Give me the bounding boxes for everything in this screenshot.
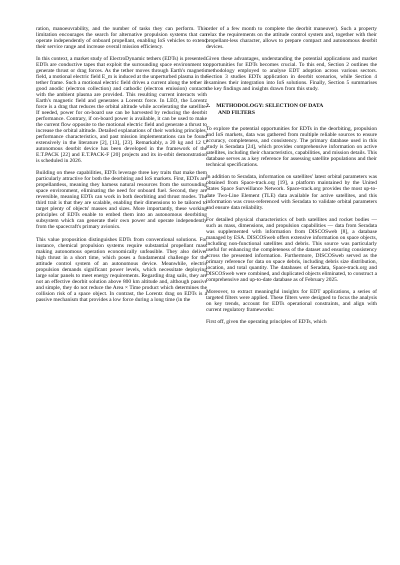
paragraph-edt-context: In this context, a market study of ElectroDynamic tethers (EDTs) is presented. EDTs are conductive tapes that exploit the surrounding space environment to generate thrust or drag forces. As the tether moves through Earth's magnetic field, a motional electric field E_m is induced at the unperturbed plasma in the tether frame. Such a motional electric field drives a current along the tether if good anodic (electron collection) and cathodic (electron emission) contacts with the ambient plasma are provided. This resulting current interacts with Earth's magnetic field and generates a Lorentz force. In LEO, the Lorentz force is a drag that reduces the orbital altitude while accelerating the satellite. If needed, power for on-board use can be harvested by reducing the deorbit performance. Contrary, if on-board power is available, it can be used to make the current flow opposite to the motional electric field and generate a thrust to increase the orbital altitude. Detailed explanations of their working principles, performance characteristics, and past mission implementations can be found extensively in the literature [2], [13], [23]. Remarkably, a 20 kg and 12 U autonomous deorbit device has been developed in the framework of the E.T.PACK [22] and E.T.PACK-F [20] projects and its in-orbit demonstration is scheduled in 2026. [36,56,207,165]
paragraph-data-sources: To explore the potential opportunities for EDTs in the deorbiting, propulsion and IoS markets, data was gathered from multiple reliable sources to ensure accuracy, completeness, and consistency. The primary database used in this study is Seradata [24], which provides comprehensive information on active satellites, including their characteristics, capabilities, and mission details. This database serves as a key reference for assessing satellite populations and their technical specifications. [206,126,377,169]
section-title-line2: AND FILTERS [218,109,255,116]
section-title-line1: METHODOLOGY: SELECTION OF DATA [216,103,324,110]
left-column [36,26,207,309]
paragraph-discosweb: For detailed physical characteristics of both satellites and rocket bodies — such as mass, dimensions, and propulsion capabilities — data from Seradata was supplemented with information from DISCOSweb [8], a database managed by ESA. DISCOSweb offers extensive information on space objects, including non-functional satellites and debris. This source was particularly useful for enhancing the completeness of the dataset and ensuring consistency across the presented information. Furthermore, DISCOSweb served as the primary reference for data on space debris, including debris size distribution, location, and total quantity. The databases of Seradata, Space-track.org and DISCOSweb were combined, and duplicated objects eliminated, to construct a comprehensive and up-to-date database as of February 2025. [206,216,377,283]
paragraph-edt-traits: Building on these capabilities, EDTs leverage three key traits that make them particularly attractive for both the deorbiting and IoS markets. First, EDTs are propellantless, meaning they harness natural resources from the surrounding space environment, eliminating the need for onboard fuel. Second, they are reversible, meaning EDTs can work in both deorbiting and thrust modes. The third trait is that they are scalable, enabling their dimensions to be tailored to target plenty of objects' masses and sizes. More importantly, these working principles of EDTs enable to embed them into an autonomous deorbiting subsystem which can generate their own power and operate independently from the spacecraft's primary avionics. [36,170,207,231]
paragraph-continued: order of a few month to complete the deorbit maneuver). Such a property relax the requirements on the attitude control system and, together with their propellant-less character, allows to prepare compact and autonomous deorbit devices. [206,26,377,51]
paragraph-space-track: In addition to Seradata, information on satellites' latest orbital parameters was obtained from Space-track.org [19], a platform maintained by the United States Space Surveillance Network. Space-track.org provides the most up-to-date Two-Line Element (TLE) data available for active satellites, and this information was cross-referenced with Seradata to validate orbital parameters and ensure data reliability. [206,174,377,211]
paragraph-value-proposition: This value proposition distinguishes EDTs from conventional solutions. For instance, chemical propulsion systems require substantial propellant mass making autonomous operation economically unfeasible. They also deliver high thrust in a short time, which poses a fundamental challenge for the attitude control system of an autonomous device. Meanwhile, electric propulsion demands significant power levels, which necessitate deploying large solar panels to meet energy requirements. Regarding drag sails, they are not an effective deorbit solution above 800 km altitude and, although passive and simple, they do not reduce the Area × Time product which determines the collision risk of a space object. In contrast, the Lorentz drag on EDTs is a passive mechanism that provides a low force during a long time (in the [36,236,207,303]
paragraph-filters: Moreover, to extract meaningful insights for EDT applications, a series of targeted filters were applied. These filters were designed to focus the analysis on key trends, account for EDTs operational constraints, and align with current regulatory frameworks: [206,288,377,313]
paragraph-continued: ration, manoeuvrability, and the number of tasks they can perform. This limitation encourages the search for alternative propulsion systems that can operate independently of onboard propellant, enabling IoS vehicles to extend their service range and increase overall mission efficiency. [36,26,207,51]
paragraph-outline: Given these advantages, understanding the potential applications and market opportunities for EDTs becomes crucial. To this end, Section 2 outlines the methodology employed to analyse EDT adoption across various sectors. Section 3 studies EDTs application in deorbit scenarios, while Section 4 examines their integration into IoS solutions. Finally, Section 5 summarises the key findings and insights drawn from this study. [206,56,377,93]
section-number: 2. [206,103,211,110]
paragraph-first-off: First off, given the operating principles of EDTs, which [206,318,327,325]
right-column [206,26,377,331]
section-heading [206,103,377,116]
